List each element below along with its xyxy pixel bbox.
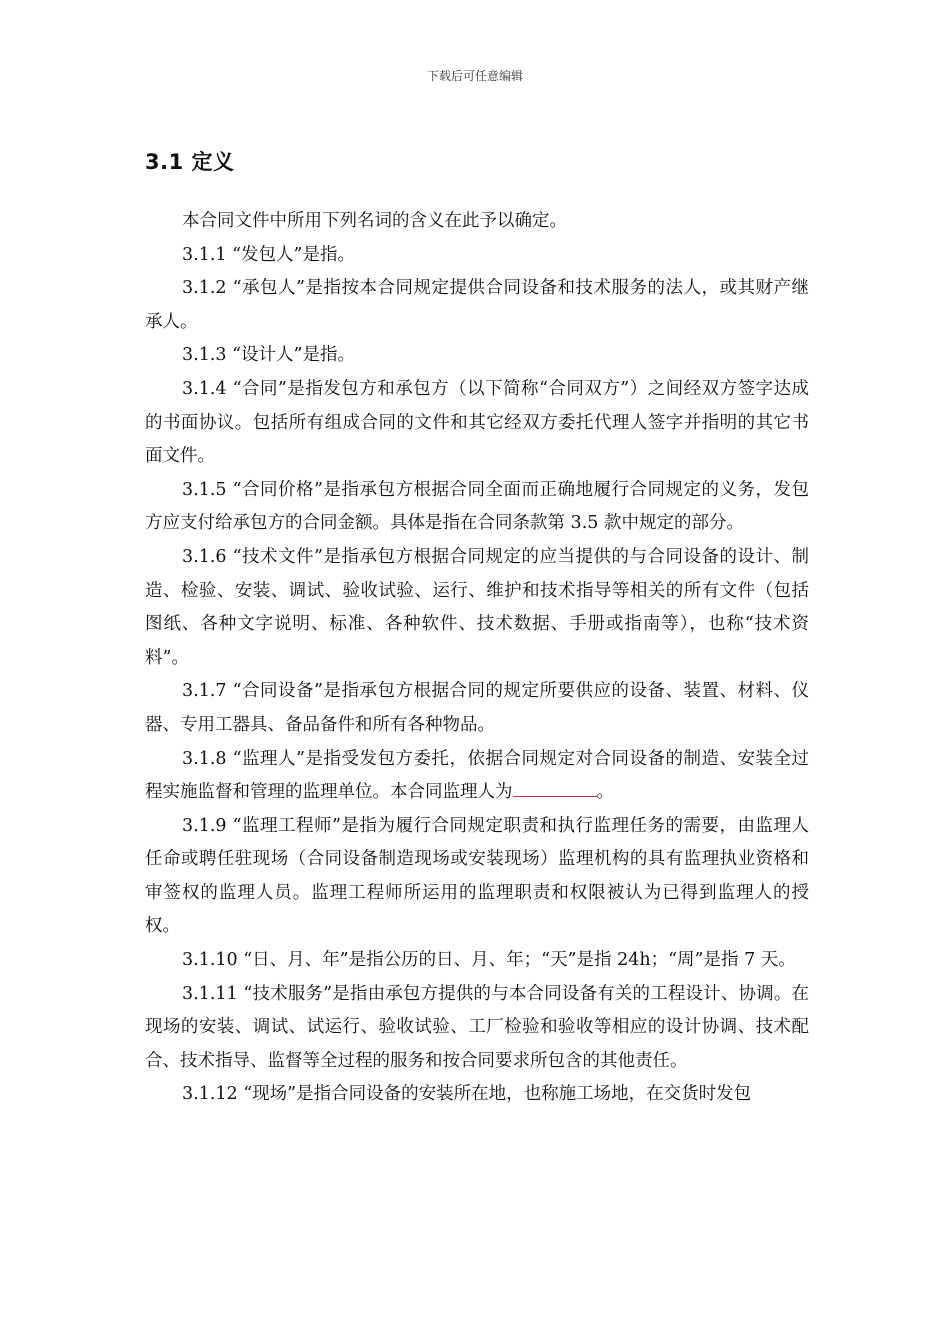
paragraph-3-1-8 (145, 743, 809, 810)
paragraph-3-1-10: 3.1.10 “日、月、年”是指公历的日、月、年；“天”是指 24h；“周”是指 7 天。 (182, 950, 796, 971)
document-body (145, 205, 809, 1112)
paragraph-3-1-5: 3.1.5 “合同价格”是指承包方根据合同全面而正确地履行合同规定的义务，发包方应支付给承包方的合同金额。具体是指在合同条款第 3.5 款中规定的部分。 (145, 479, 809, 534)
paragraph-3-1-11: 3.1.11 “技术服务”是指由承包方提供的与本合同设备有关的工程设计、协调。在现场的安装、调试、试运行、验收试验、工厂检验和验收等相应的设计协调、技术配合、技术指导、监督等全过程的服务和按合同要求所包含的其他责任。 (145, 983, 809, 1071)
paragraph-3-1-3: 3.1.3 “设计人”是指。 (182, 345, 355, 366)
paragraph-3-1-4: 3.1.4 “合同”是指发包方和承包方（以下简称“合同双方”）之间经双方签字达成的书面协议。包括所有组成合同的文件和其它经双方委托代理人签字并指明的其它书面文件。 (145, 378, 809, 467)
paragraph-3-1-7: 3.1.7 “合同设备”是指承包方根据合同的规定所要供应的设备、装置、材料、仪器、专用工器具、备品备件和所有各种物品。 (145, 681, 809, 735)
paragraph-3-1-9: 3.1.9 “监理工程师”是指为履行合同规定职责和执行监理任务的需要，由监理人任命或聘任驻现场（合同设备制造现场或安装现场）监理机构的具有监理执业资格和审签权的监理人员。监理工程师所运用的监理职责和权限被认为已得到监理人的授权。 (145, 815, 809, 937)
paragraph-intro: 本合同文件中所用下列名词的含义在此予以确定。 (182, 211, 567, 231)
page-header-note: 下载后可任意编辑 (426, 69, 523, 83)
supervisor-blank-line (513, 779, 597, 797)
paragraph-3-1-12: 3.1.12 “现场”是指合同设备的安装所在地，也称施工场地，在交货时发包 (182, 1084, 752, 1105)
section-title: 3.1 定义 (145, 150, 235, 174)
paragraph-3-1-2: 3.1.2 “承包人”是指按本合同规定提供合同设备和技术服务的法人，或其财产继承人。 (145, 278, 809, 332)
paragraph-3-1-1: 3.1.1 “发包人”是指。 (182, 244, 355, 265)
paragraph-3-1-6: 3.1.6 “技术文件”是指承包方根据合同规定的应当提供的与合同设备的设计、制造、检验、安装、调试、验收试验、运行、维护和技术指导等相关的所有文件（包括图纸、各种文字说明、标准、各种软件、技术数据、手册或指南等），也称“技术资料”。 (145, 546, 809, 668)
paragraph-3-1-8-text: 3.1.8 “监理人”是指受发包方委托，依据合同规定对合同设备的制造、安装全过程实施监督和管理的监理单位。本合同监理人为 (145, 748, 809, 803)
paragraph-3-1-8-end: 。 (596, 782, 614, 803)
